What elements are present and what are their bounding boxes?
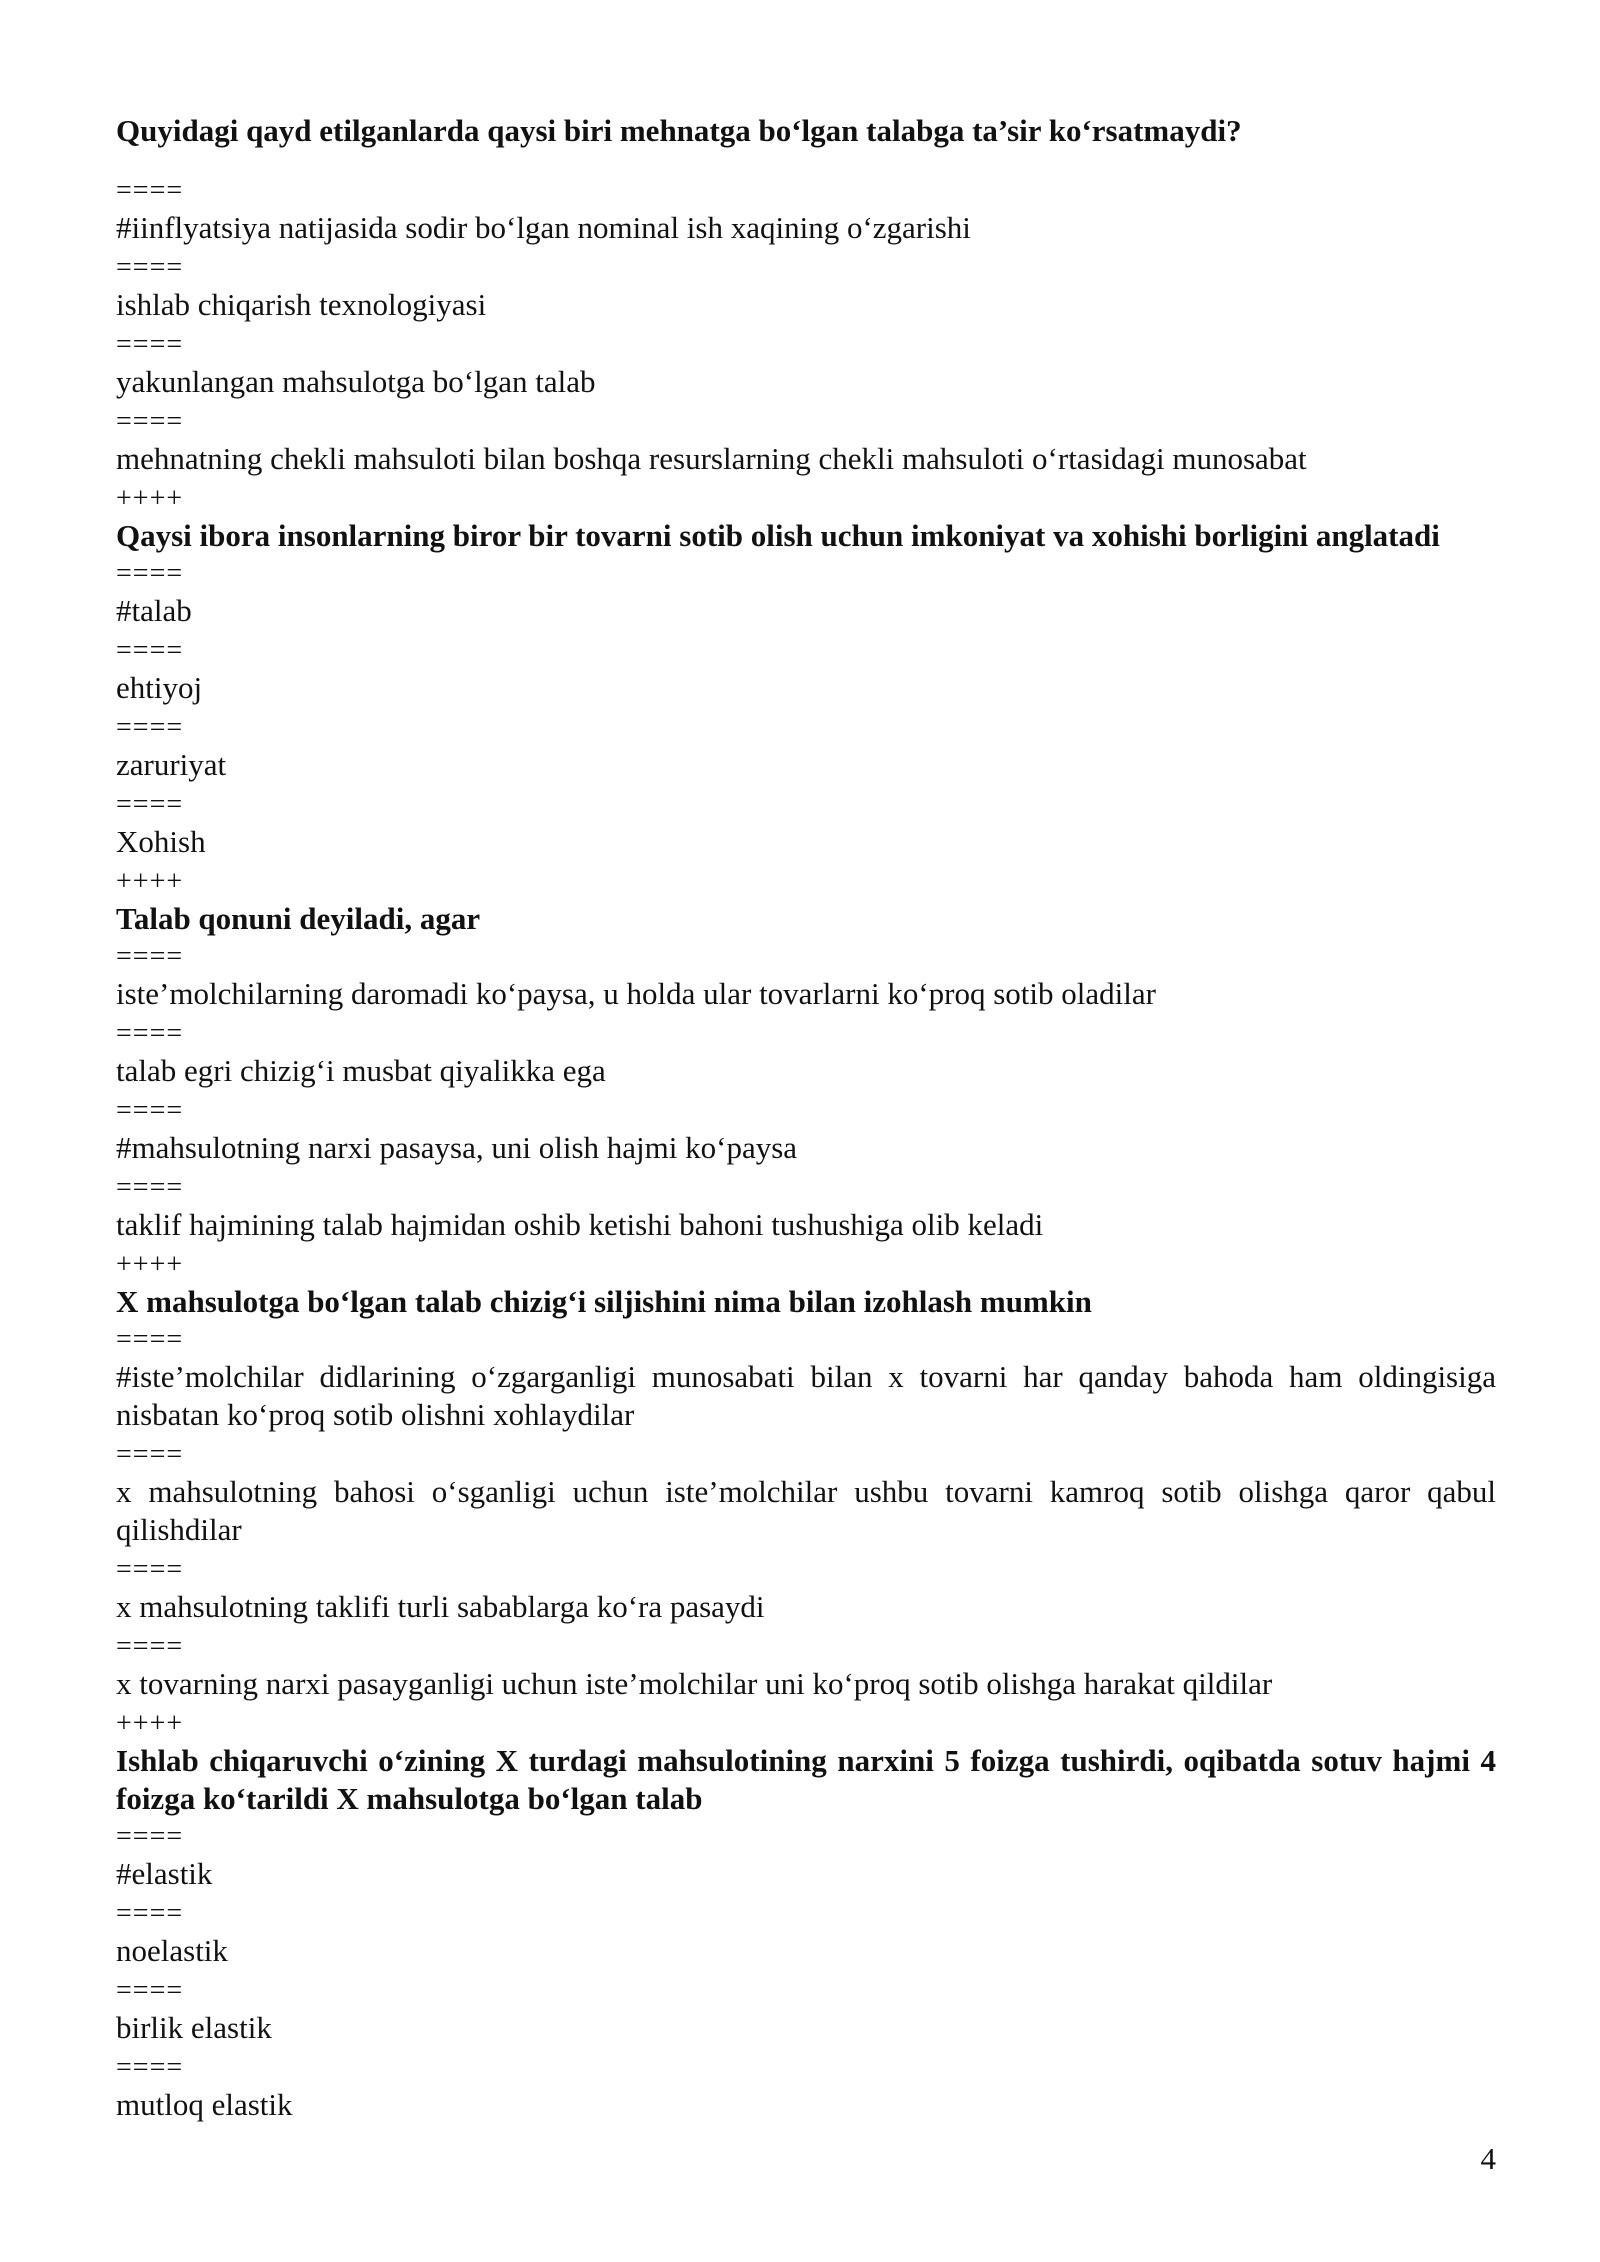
question-separator: ++++: [116, 866, 184, 897]
option-separator: ====: [116, 1095, 184, 1126]
question-block-1: [116, 112, 1496, 517]
answer-option: birlik elastik: [116, 2010, 272, 2045]
answer-option: x tovarning narxi pasayganligi uchun iste’molchilar uni ko‘proq sotib olishga harakat qildilar: [116, 1666, 1273, 1701]
question-block-4: [116, 1283, 1496, 1742]
answer-option: noelastik: [116, 1933, 228, 1968]
question-text: Quyidagi qayd etilganlarda qaysi biri mehnatga bo‘lgan talabga ta’sir ko‘rsatmaydi?: [116, 113, 1242, 148]
option-separator: ====: [116, 1018, 184, 1049]
answer-option: mehnatning chekli mahsuloti bilan boshqa resurslarning chekli mahsuloti o‘rtasidagi munosabat: [116, 441, 1307, 476]
question-text: Ishlab chiqaruvchi o‘zining X turdagi mahsulotining narxini 5 foizga tushirdi, oqibatda sotuv hajmi 4 foizga ko‘tarildi X mahsulotga bo‘lgan talab: [116, 1743, 1496, 1816]
option-separator: ====: [116, 1631, 184, 1662]
question-separator: ++++: [116, 1708, 184, 1739]
option-separator: ====: [116, 558, 184, 589]
answer-option: x mahsulotning taklifi turli sabablarga ko‘ra pasaydi: [116, 1589, 765, 1624]
answer-option: talab egri chizig‘i musbat qiyalikka ega: [116, 1053, 606, 1088]
answer-option: ishlab chiqarish texnologiyasi: [116, 287, 487, 322]
option-separator: ====: [116, 1172, 184, 1203]
option-separator: ====: [116, 1554, 184, 1585]
option-separator: ====: [116, 175, 184, 206]
answer-option: yakunlangan mahsulotga bo‘lgan talab: [116, 364, 596, 399]
option-separator: ====: [116, 789, 184, 820]
answer-option: Xohish: [116, 824, 206, 859]
answer-option: ehtiyoj: [116, 670, 203, 705]
answer-option: mutloq elastik: [116, 2087, 293, 2122]
answer-option: x mahsulotning bahosi o‘sganligi uchun iste’molchilar ushbu tovarni kamroq sotib olishga qaror qabul qilishdilar: [116, 1474, 1496, 1547]
question-block-5: [116, 1742, 1496, 2124]
option-separator: ====: [116, 1821, 184, 1852]
question-text: Qaysi ibora insonlarning biror bir tovarni sotib olish uchun imkoniyat va xohishi borligini anglatadi: [116, 518, 1440, 553]
answer-option: taklif hajmining talab hajmidan oshib ketishi bahoni tushushiga olib keladi: [116, 1207, 1044, 1242]
question-block-3: [116, 900, 1496, 1283]
option-separator: ====: [116, 2052, 184, 2083]
question-block-2: [116, 517, 1496, 900]
option-separator: ====: [116, 1975, 184, 2006]
answer-option: #elastik: [116, 1856, 213, 1891]
option-separator: ====: [116, 252, 184, 283]
question-text: X mahsulotga bo‘lgan talab chizig‘i siljishini nima bilan izohlash mumkin: [116, 1284, 1092, 1319]
answer-option: iste’molchilarning daromadi ko‘paysa, u holda ular tovarlarni ko‘proq sotib oladilar: [116, 976, 1156, 1011]
answer-option: #iinflyatsiya natijasida sodir bo‘lgan nominal ish xaqining o‘zgarishi: [116, 210, 971, 245]
option-separator: ====: [116, 329, 184, 360]
document-page: [116, 112, 1496, 2126]
option-separator: ====: [116, 712, 184, 743]
option-separator: ====: [116, 635, 184, 666]
page-number: 4: [1480, 2141, 1496, 2176]
question-separator: ++++: [116, 1249, 184, 1280]
option-separator: ====: [116, 1898, 184, 1929]
option-separator: ====: [116, 941, 184, 972]
question-text: Talab qonuni deyiladi, agar: [116, 901, 481, 936]
answer-option: zaruriyat: [116, 747, 227, 782]
option-separator: ====: [116, 1324, 184, 1355]
answer-option: #talab: [116, 593, 192, 628]
answer-option: #mahsulotning narxi pasaysa, uni olish hajmi ko‘paysa: [116, 1130, 798, 1165]
option-separator: ====: [116, 406, 184, 437]
answer-option: #iste’molchilar didlarining o‘zgarganligi munosabati bilan x tovarni har qanday bahoda ham oldingisiga nisbatan ko‘proq sotib olishni xohlaydilar: [116, 1359, 1496, 1432]
option-separator: ====: [116, 1439, 184, 1470]
question-separator: ++++: [116, 483, 184, 514]
